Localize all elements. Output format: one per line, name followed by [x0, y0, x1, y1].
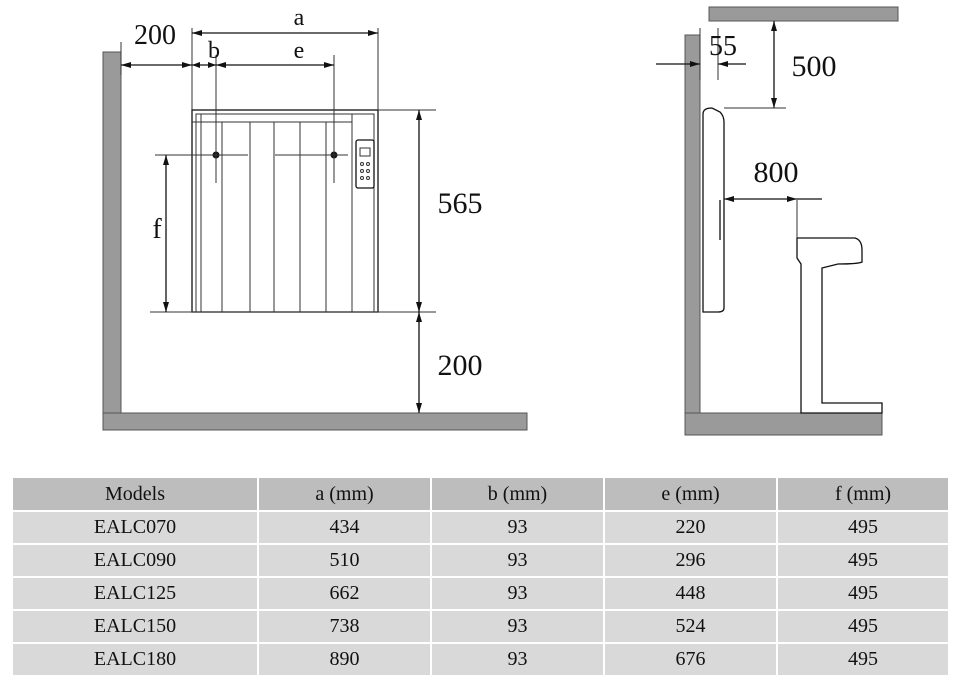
dim-b-label: b	[208, 38, 220, 64]
cell-a: 510	[259, 545, 430, 576]
header-b: b (mm)	[432, 478, 603, 510]
header-e: e (mm)	[605, 478, 776, 510]
cell-e: 448	[605, 578, 776, 609]
table-header-row	[13, 478, 948, 510]
dim-f-label: f	[152, 214, 162, 245]
cell-model: EALC150	[13, 611, 257, 642]
cell-a: 890	[259, 644, 430, 675]
furniture-side	[797, 238, 882, 413]
side-ceiling	[709, 7, 898, 21]
side-floor	[685, 413, 882, 435]
cell-b: 93	[432, 512, 603, 543]
table-row	[13, 644, 948, 675]
table-row	[13, 512, 948, 543]
cell-b: 93	[432, 644, 603, 675]
header-models: Models	[13, 478, 257, 510]
header-f: f (mm)	[778, 478, 948, 510]
cell-e: 676	[605, 644, 776, 675]
cell-b: 93	[432, 578, 603, 609]
radiator-front	[155, 110, 378, 312]
cell-f: 495	[778, 611, 948, 642]
left-clearance-label: 200	[134, 20, 176, 51]
dim-e-label: e	[293, 38, 305, 64]
cell-model: EALC090	[13, 545, 257, 576]
header-a: a (mm)	[259, 478, 430, 510]
cell-model: EALC180	[13, 644, 257, 675]
cell-model: EALC070	[13, 512, 257, 543]
furniture-clearance-label: 800	[753, 156, 799, 189]
cell-a: 662	[259, 578, 430, 609]
radiator-side	[703, 108, 724, 312]
dim-a-label: a	[293, 5, 305, 31]
cell-b: 93	[432, 545, 603, 576]
table-row	[13, 578, 948, 609]
cell-f: 495	[778, 644, 948, 675]
floor-clearance-label: 200	[437, 349, 483, 382]
side-view	[656, 7, 898, 435]
ceiling-clearance-label: 500	[791, 50, 837, 83]
cell-e: 220	[605, 512, 776, 543]
cell-e: 296	[605, 545, 776, 576]
cell-model: EALC125	[13, 578, 257, 609]
cell-f: 495	[778, 578, 948, 609]
height-label: 565	[437, 187, 483, 220]
cell-b: 93	[432, 611, 603, 642]
cell-a: 434	[259, 512, 430, 543]
wall-gap-label: 55	[709, 31, 737, 62]
cell-f: 495	[778, 512, 948, 543]
cell-a: 738	[259, 611, 430, 642]
front-floor	[103, 413, 527, 430]
front-view	[103, 5, 527, 430]
model-dimensions-table	[11, 476, 950, 677]
cell-f: 495	[778, 545, 948, 576]
cell-e: 524	[605, 611, 776, 642]
side-wall	[685, 35, 700, 435]
table-row	[13, 545, 948, 576]
table-row	[13, 611, 948, 642]
front-wall	[103, 52, 121, 430]
